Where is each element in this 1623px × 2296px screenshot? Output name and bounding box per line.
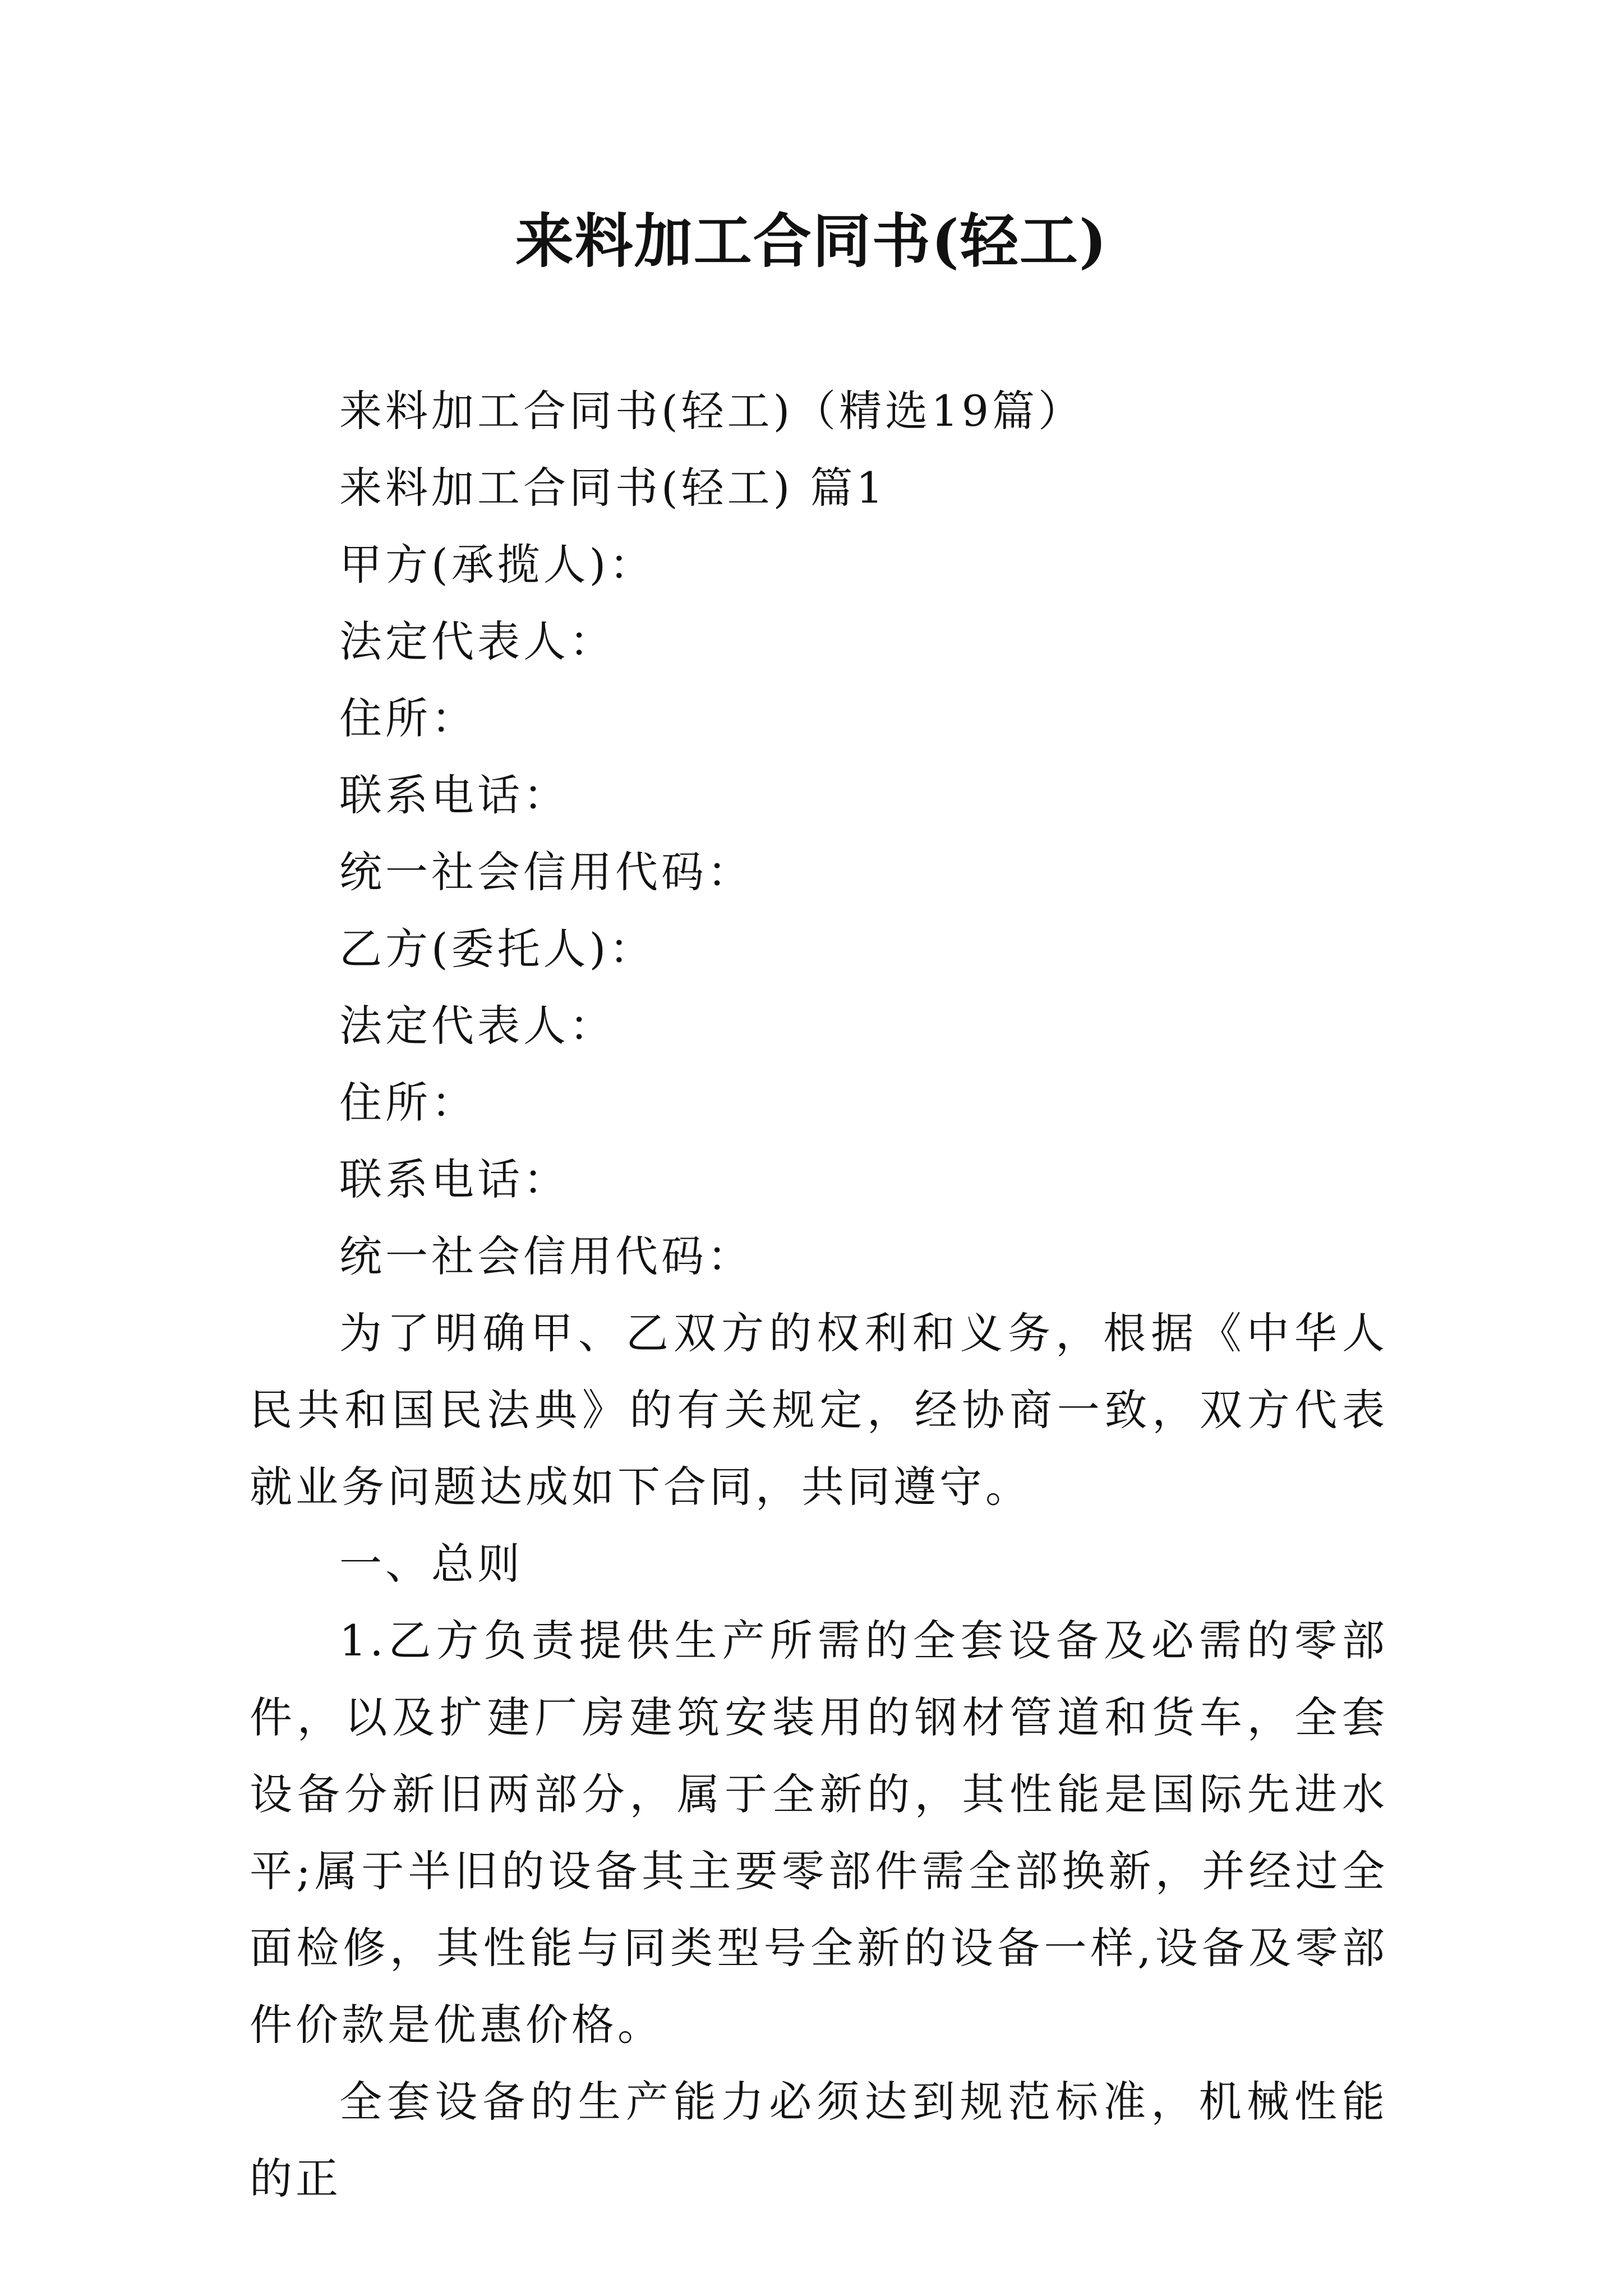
party-a-phone: 联系电话：: [339, 770, 569, 820]
party-a-address: 住所：: [339, 693, 477, 743]
clause-paragraph: 1.乙方负责提供生产所需的全套设备及必需的零部件，以及扩建厂房建筑安装用的钢材管道和货车，全套设备分新旧两部分，属于全新的，其性能是国际先进水平;属于半旧的设备其主要零部件需全部换新，并经过全面检修，其性能与同类型号全新的设备一样,设备及零部件价款是优惠价格。: [250, 1616, 1388, 2050]
party-b-legal-rep: 法定代表人：: [339, 1001, 615, 1051]
party-b-phone: 联系电话：: [339, 1154, 569, 1204]
section-heading: 来料加工合同书(轻工) 篇1: [339, 463, 887, 513]
party-b-address: 住所：: [339, 1078, 477, 1128]
preamble-paragraph: 为了明确甲、乙双方的权利和义务，根据《中华人民共和国民法典》的有关规定，经协商一致，双方代表就业务问题达成如下合同，共同遵守。: [250, 1308, 1388, 1512]
party-a-credit-code: 统一社会信用代码：: [339, 847, 753, 897]
party-a-label: 甲方(承揽人)：: [339, 540, 656, 590]
party-b-label: 乙方(委托人)：: [339, 924, 656, 974]
document-title: 来料加工合同书(轻工): [515, 206, 1108, 275]
body-paragraph: 全套设备的生产能力必须达到规范标准，机械性能的正: [250, 2077, 1388, 2203]
party-b-credit-code: 统一社会信用代码：: [339, 1231, 753, 1281]
chapter-heading: 一、总则: [339, 1539, 523, 1589]
party-a-legal-rep: 法定代表人：: [339, 616, 615, 666]
document-body: [250, 372, 1388, 2217]
subtitle-line: 来料加工合同书(轻工)（精选19篇）: [339, 386, 1085, 436]
